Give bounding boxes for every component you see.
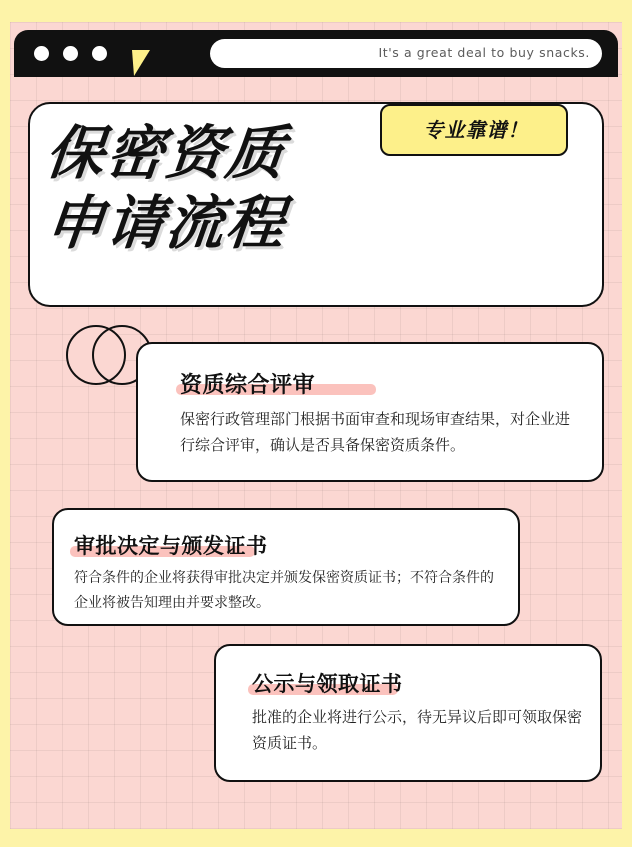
step-2-body: 符合条件的企业将获得审批决定并颁发保密资质证书；不符合条件的企业将被告知理由并要求整改。 [74, 570, 494, 611]
window-dot-icon-3[interactable] [92, 46, 107, 61]
address-bar-text: It's a great deal to buy snacks. [378, 45, 590, 60]
step-2-title: 审批决定与颁发证书 [74, 534, 268, 558]
step-card-2 [52, 508, 520, 626]
step-card-1 [136, 342, 604, 482]
window-dot-icon-1[interactable] [34, 46, 49, 61]
address-bar[interactable] [210, 39, 602, 68]
step-1-title: 资质综合评审 [180, 373, 316, 398]
step-card-3 [214, 644, 602, 782]
browser-bar [14, 30, 618, 77]
page-title-line-2: 申请流程 [42, 189, 290, 257]
badge-callout [380, 104, 568, 156]
badge-label: 专业靠谱！ [423, 118, 529, 142]
window-controls [34, 46, 107, 61]
step-3-body: 批准的企业将进行公示，待无异议后即可领取保密资质证书。 [252, 708, 583, 753]
badge-tail-icon [132, 50, 150, 76]
step-1-body: 保密行政管理部门根据书面审查和现场审查结果，对企业进行综合评审，确认是否具备保密资质条件。 [180, 410, 571, 455]
page-title-line-1: 保密资质 [42, 119, 290, 187]
step-3-title: 公示与领取证书 [252, 672, 403, 696]
window-dot-icon-2[interactable] [63, 46, 78, 61]
